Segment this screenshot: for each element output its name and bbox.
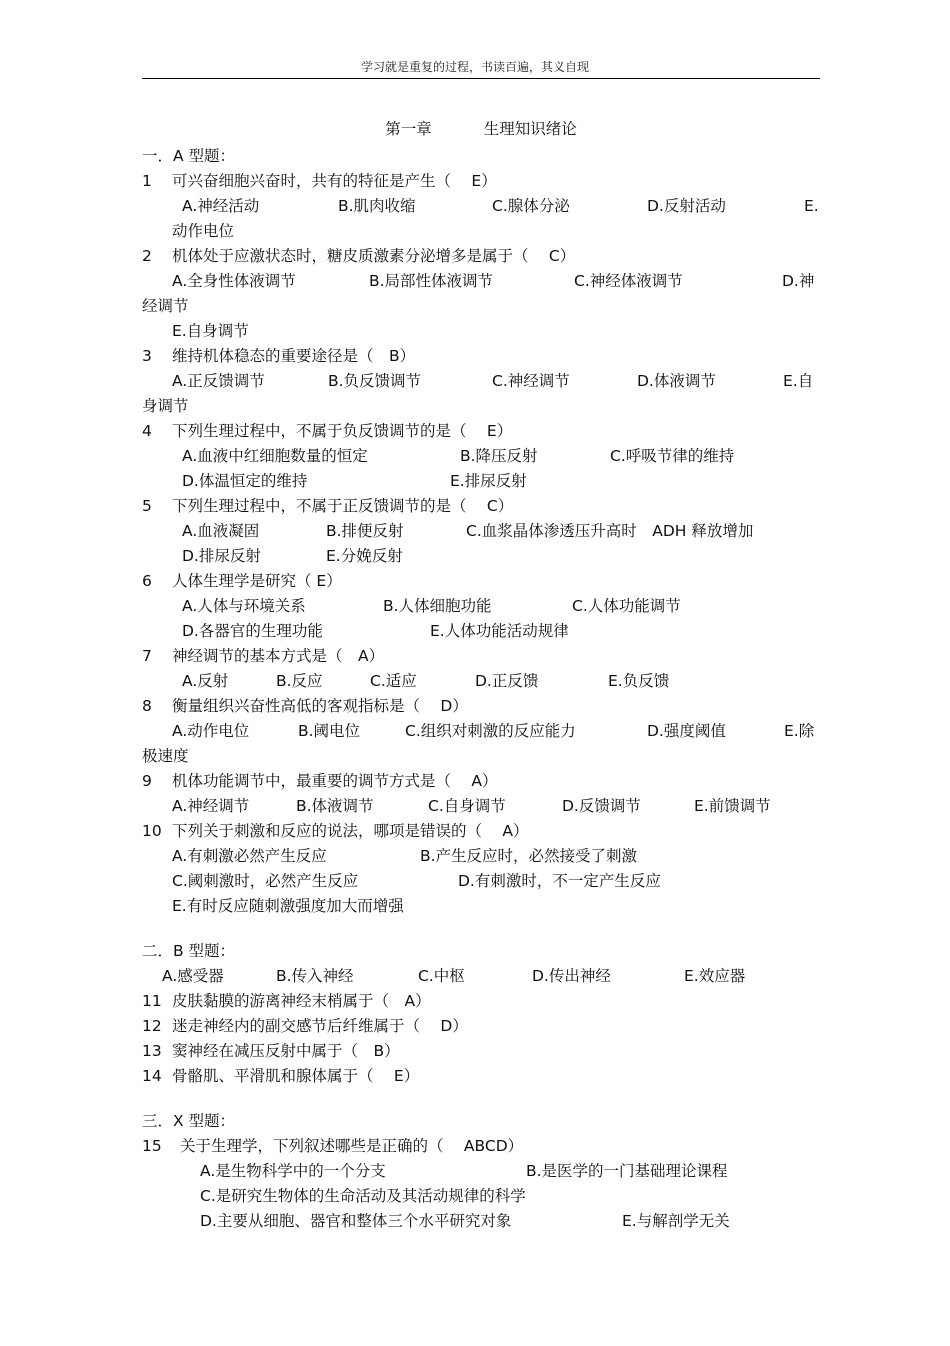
- option: D.有刺激时，不一定产生反应: [458, 872, 661, 890]
- question-stem: 人体生理学是研究（ E）: [172, 572, 342, 590]
- option: E.与解剖学无关: [622, 1212, 730, 1230]
- question-stem: 可兴奋细胞兴奋时，共有的特征是产生（ E）: [172, 172, 497, 190]
- option-continuation: 经调节: [142, 297, 189, 315]
- option: C.人体功能调节: [572, 597, 681, 615]
- option: B.是医学的一门基础理论课程: [526, 1162, 728, 1180]
- page-header: 学习就是重复的过程，书读百遍，其义自现: [360, 60, 589, 74]
- question-stem: 骨骼肌、平滑肌和腺体属于（ E）: [172, 1067, 420, 1085]
- question-number: 8: [142, 697, 152, 715]
- option: B.负反馈调节: [328, 372, 422, 390]
- option: B.降压反射: [460, 447, 538, 465]
- option: C.组织对刺激的反应能力: [405, 722, 576, 740]
- option: E.分娩反射: [326, 547, 403, 565]
- option: E.前馈调节: [694, 797, 771, 815]
- question-8-options: [142, 719, 820, 744]
- option: A.全身性体液调节: [172, 272, 296, 290]
- option-continuation: 极速度: [142, 747, 189, 765]
- option: D.主要从细胞、器官和整体三个水平研究对象: [200, 1212, 512, 1230]
- question-12: [142, 1014, 820, 1039]
- question-15-options: [142, 1159, 820, 1184]
- question-number: 11: [142, 992, 162, 1010]
- option: A.感受器: [162, 967, 224, 985]
- option: E.自: [783, 372, 814, 390]
- question-stem: 维持机体稳态的重要途径是（ B）: [172, 347, 416, 365]
- question-10: [142, 819, 820, 844]
- question-number: 9: [142, 772, 152, 790]
- question-number: 2: [142, 247, 152, 265]
- option: E.: [804, 197, 819, 215]
- document-body: [142, 117, 820, 1234]
- option: D.传出神经: [532, 967, 611, 985]
- question-number: 12: [142, 1017, 162, 1035]
- option: B.体液调节: [296, 797, 374, 815]
- question-stem: 窦神经在减压反射中属于（ B）: [172, 1042, 400, 1060]
- option: A.血液中红细胞数量的恒定: [182, 447, 368, 465]
- option: B.局部性体液调节: [369, 272, 494, 290]
- question-number: 13: [142, 1042, 162, 1060]
- question-7-options: [142, 669, 820, 694]
- question-13: [142, 1039, 820, 1064]
- question-stem: 下列生理过程中，不属于负反馈调节的是（ E）: [172, 422, 513, 440]
- section-heading-b: 二．B 型题：: [142, 942, 236, 960]
- option: D.排尿反射: [182, 547, 261, 565]
- question-10-options-row2: [142, 869, 820, 894]
- question-9: [142, 769, 820, 794]
- option-continuation: 动作电位: [172, 222, 235, 240]
- option: C.适应: [370, 672, 417, 690]
- option: C.中枢: [418, 967, 465, 985]
- question-6: [142, 569, 820, 594]
- option: B.阈电位: [298, 722, 361, 740]
- question-1: [142, 169, 820, 194]
- option: D.反馈调节: [562, 797, 641, 815]
- option: D.强度阈值: [647, 722, 726, 740]
- option: C.自身调节: [428, 797, 506, 815]
- option: A.神经活动: [182, 197, 260, 215]
- question-number: 10: [142, 822, 162, 840]
- question-4-options-row2: [142, 469, 820, 494]
- question-number: 15: [142, 1137, 162, 1155]
- question-stem: 关于生理学，下列叙述哪些是正确的（ ABCD）: [180, 1137, 524, 1155]
- option: A.血液凝固: [182, 522, 260, 540]
- option: D.正反馈: [475, 672, 539, 690]
- question-number: 7: [142, 647, 152, 665]
- option: A.人体与环境关系: [182, 597, 306, 615]
- question-6-options-row2: [142, 619, 820, 644]
- option: E.负反馈: [608, 672, 670, 690]
- option: A.有刺激必然产生反应: [172, 847, 327, 865]
- question-4-options: [142, 444, 820, 469]
- option: C.是研究生物体的生命活动及其活动规律的科学: [200, 1187, 526, 1205]
- question-stem: 下列关于刺激和反应的说法，哪项是错误的（ A）: [172, 822, 529, 840]
- option: C.神经体液调节: [574, 272, 683, 290]
- option: B.肌肉收缩: [338, 197, 416, 215]
- section-heading-x: 三．X 型题：: [142, 1112, 236, 1130]
- option: E.有时反应随刺激强度加大而增强: [172, 897, 404, 915]
- option: B.传入神经: [276, 967, 354, 985]
- question-5-options-row2: [142, 544, 820, 569]
- b-type-shared-options: [142, 964, 820, 989]
- question-number: 14: [142, 1067, 162, 1085]
- question-number: 5: [142, 497, 152, 515]
- option: B.排便反射: [326, 522, 404, 540]
- option-continuation: 身调节: [142, 397, 189, 415]
- option: B.反应: [276, 672, 323, 690]
- question-7: [142, 644, 820, 669]
- question-15: [142, 1134, 820, 1159]
- option: A.动作电位: [172, 722, 250, 740]
- question-stem: 机体处于应激状态时，糖皮质激素分泌增多是属于（ C）: [172, 247, 576, 265]
- question-3-options: [142, 369, 820, 394]
- option: D.体液调节: [637, 372, 716, 390]
- option: B.人体细胞功能: [383, 597, 492, 615]
- header-rule: [142, 78, 820, 79]
- option: A.神经调节: [172, 797, 250, 815]
- question-5: [142, 494, 820, 519]
- question-14: [142, 1064, 820, 1089]
- chapter-title: [142, 117, 820, 142]
- question-11: [142, 989, 820, 1014]
- option: D.体温恒定的维持: [182, 472, 308, 490]
- option: B.产生反应时，必然接受了刺激: [420, 847, 638, 865]
- chapter-name: 生理知识绪论: [483, 120, 577, 138]
- option: E.除: [784, 722, 815, 740]
- option: D.神: [782, 272, 815, 290]
- question-5-options: [142, 519, 820, 544]
- option: D.反射活动: [647, 197, 726, 215]
- chapter-number: 第一章: [385, 120, 432, 138]
- option: E.效应器: [684, 967, 746, 985]
- option: C.腺体分泌: [492, 197, 570, 215]
- section-heading-a: 一．A 型题：: [142, 147, 236, 165]
- option: D.各器官的生理功能: [182, 622, 323, 640]
- question-stem: 迷走神经内的副交感节后纤维属于（ D）: [172, 1017, 468, 1035]
- question-1-options: [142, 194, 820, 219]
- question-2: [142, 244, 820, 269]
- question-number: 6: [142, 572, 152, 590]
- question-number: 1: [142, 172, 152, 190]
- option: C.神经调节: [492, 372, 570, 390]
- question-10-options: [142, 844, 820, 869]
- option: C.呼吸节律的维持: [610, 447, 735, 465]
- option: E.人体功能活动规律: [430, 622, 569, 640]
- question-8: [142, 694, 820, 719]
- question-stem: 下列生理过程中，不属于正反馈调节的是（ C）: [172, 497, 514, 515]
- question-15-options-row2: [142, 1209, 820, 1234]
- option: C.血浆晶体渗透压升高时 ADH 释放增加: [466, 522, 754, 540]
- option: A.反射: [182, 672, 229, 690]
- question-4: [142, 419, 820, 444]
- option: E.自身调节: [172, 322, 249, 340]
- option: A.是生物科学中的一个分支: [200, 1162, 386, 1180]
- question-9-options: [142, 794, 820, 819]
- question-stem: 机体功能调节中，最重要的调节方式是（ A）: [172, 772, 498, 790]
- question-number: 3: [142, 347, 152, 365]
- question-stem: 衡量组织兴奋性高低的客观指标是（ D）: [172, 697, 468, 715]
- option: A.正反馈调节: [172, 372, 265, 390]
- question-3: [142, 344, 820, 369]
- option: E.排尿反射: [450, 472, 527, 490]
- question-stem: 皮肤黏膜的游离神经末梢属于（ A）: [172, 992, 431, 1010]
- question-2-options: [142, 269, 820, 294]
- question-6-options: [142, 594, 820, 619]
- question-number: 4: [142, 422, 152, 440]
- option: C.阈刺激时，必然产生反应: [172, 872, 359, 890]
- question-stem: 神经调节的基本方式是（ A）: [172, 647, 385, 665]
